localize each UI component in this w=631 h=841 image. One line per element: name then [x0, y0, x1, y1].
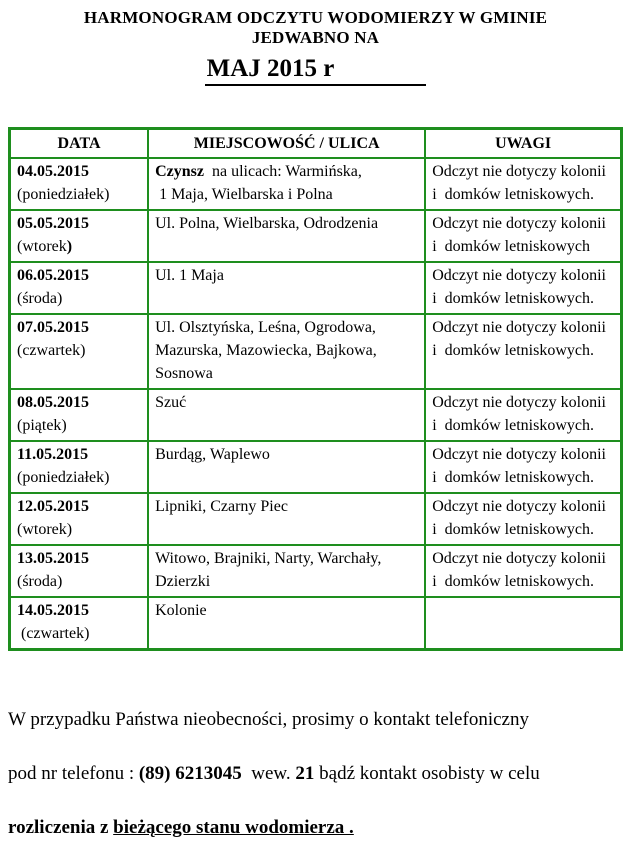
cell-remark: Odczyt nie dotyczy kolonii i domków letniskowych.	[425, 158, 621, 210]
column-header-miejscowosc: MIEJSCOWOŚĆ / ULICA	[148, 129, 425, 159]
footer-extension-number: 21	[295, 763, 315, 784]
cell-remark: Odczyt nie dotyczy kolonii i domków letniskowych.	[425, 389, 621, 441]
footer-line2-pre: pod nr telefonu :	[8, 763, 139, 784]
table-body	[10, 158, 622, 650]
cell-place: Czynsz na ulicach: Warmińska, 1 Maja, Wielbarska i Polna	[148, 158, 425, 210]
cell-place: Ul. Polna, Wielbarska, Odrodzenia	[148, 210, 425, 262]
table-row	[10, 262, 622, 314]
table-row	[10, 210, 622, 262]
footer-phone-number: (89) 6213045	[138, 763, 242, 784]
title-block	[0, 0, 631, 86]
cell-date: 05.05.2015 (wtorek)	[10, 210, 149, 262]
cell-date: 06.05.2015 (środa)	[10, 262, 149, 314]
cell-remark: Odczyt nie dotyczy kolonii i domków letniskowych.	[425, 545, 621, 597]
column-header-data: DATA	[10, 129, 149, 159]
title-month-wrap	[0, 55, 631, 86]
cell-place: Szuć	[148, 389, 425, 441]
document-title-line1: HARMONOGRAM ODCZYTU WODOMIERZY W GMINIE	[83, 8, 548, 27]
footer-line2-mid: wew.	[241, 763, 296, 784]
cell-remark: Odczyt nie dotyczy kolonii i domków letniskowych	[425, 210, 621, 262]
cell-remark: Odczyt nie dotyczy kolonii i domków letniskowych.	[425, 262, 621, 314]
cell-place: Witowo, Brajniki, Narty, Warchały, Dzierzki	[148, 545, 425, 597]
cell-date: 14.05.2015 (czwartek)	[10, 597, 149, 650]
table-row	[10, 493, 622, 545]
cell-date: 08.05.2015 (piątek)	[10, 389, 149, 441]
table-row	[10, 314, 622, 389]
cell-date: 07.05.2015 (czwartek)	[10, 314, 149, 389]
document-title-line2: JEDWABNO NA	[251, 28, 380, 47]
table-row	[10, 158, 622, 210]
footer-note	[8, 706, 623, 841]
footer-line3-underlined: bieżącego stanu wodomierza .	[113, 817, 354, 838]
column-header-uwagi: UWAGI	[425, 129, 621, 159]
cell-remark: Odczyt nie dotyczy kolonii i domków letniskowych.	[425, 493, 621, 545]
table-row	[10, 597, 622, 650]
cell-date: 13.05.2015 (środa)	[10, 545, 149, 597]
document-title-month: MAJ 2015 r	[205, 55, 427, 86]
table-header-row	[10, 129, 622, 159]
table-row	[10, 441, 622, 493]
footer-line3-bold: rozliczenia z	[8, 817, 114, 838]
schedule-table	[8, 127, 623, 651]
cell-place: Ul. Olsztyńska, Leśna, Ogrodowa, Mazurska, Mazowiecka, Bajkowa, Sosnowa	[148, 314, 425, 389]
footer-line1: W przypadku Państwa nieobecności, prosimy o kontakt telefoniczny	[8, 709, 529, 730]
footer-line2-post: bądź kontakt osobisty w celu	[314, 763, 540, 784]
cell-remark: Odczyt nie dotyczy kolonii i domków letniskowych.	[425, 314, 621, 389]
table-row	[10, 389, 622, 441]
table-row	[10, 545, 622, 597]
cell-remark	[425, 597, 621, 650]
cell-place: Burdąg, Waplewo	[148, 441, 425, 493]
cell-place: Lipniki, Czarny Piec	[148, 493, 425, 545]
cell-date: 04.05.2015 (poniedziałek)	[10, 158, 149, 210]
cell-date: 12.05.2015 (wtorek)	[10, 493, 149, 545]
cell-place: Ul. 1 Maja	[148, 262, 425, 314]
cell-place: Kolonie	[148, 597, 425, 650]
cell-remark: Odczyt nie dotyczy kolonii i domków letniskowych.	[425, 441, 621, 493]
cell-date: 11.05.2015 (poniedziałek)	[10, 441, 149, 493]
